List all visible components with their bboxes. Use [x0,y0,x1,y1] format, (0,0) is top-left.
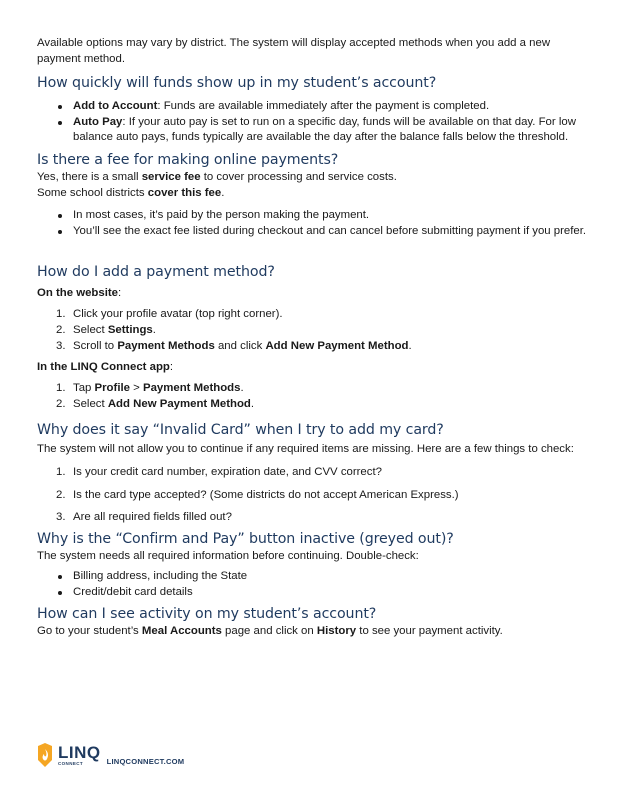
fee-text: Yes, there is a small service fee to cover processing and service costs. Some school districts cover this fee. [37,170,397,199]
list-item: Add to Account: Funds are available immediately after the payment is completed. [37,99,589,115]
footer [35,740,184,770]
faq-page [37,36,589,640]
list-item: In most cases, it’s paid by the person making the payment. [37,208,589,224]
activity-text: Go to your student’s Meal Accounts page and click on History to see your payment activity. [37,625,503,638]
list-item: You’ll see the exact fee listed during checkout and can cancel before submitting payment if you prefer. [37,224,589,240]
list-item: 3. Scroll to Payment Methods and click Add New Payment Method. [56,339,412,352]
logo-wordmark: LINQ CONNECT [58,742,101,766]
app-steps [37,381,589,412]
confirm-pay-heading: Why is the “Confirm and Pay” button inactive (greyed out)? [37,530,454,547]
linq-flame-logo-icon [35,742,55,768]
invalid-card-list [37,465,589,526]
confirm-pay-list [37,569,589,600]
list-item: Billing address, including the State [37,569,589,585]
fee-heading: Is there a fee for making online payments? [37,151,339,168]
website-label: On the website: [37,287,122,300]
invalid-card-text: The system will not allow you to continue if any required items are missing. Here are a few things to check: [37,443,574,456]
app-label: In the LINQ Connect app: [37,361,174,374]
intro-text: Available options may vary by district. The system will display accepted methods when you add a new payment method. [37,37,551,65]
funds-heading: How quickly will funds show up in my student’s account? [37,75,437,92]
confirm-pay-text: The system needs all required information before continuing. Double-check: [37,549,419,562]
fee-list [37,208,589,239]
list-item: 2. Is the card type accepted? (Some districts do not accept American Express.) [56,488,459,501]
website-steps [37,307,589,354]
site-url: LINQCONNECT.COM [106,756,185,766]
list-item: 2. Select Settings. [56,323,156,336]
list-item: 3. Are all required fields filled out? [56,511,232,524]
list-item: 1. Is your credit card number, expiration date, and CVV correct? [56,465,382,478]
invalid-card-heading: Why does it say “Invalid Card” when I try to add my card? [37,422,444,439]
list-item: 2. Select Add New Payment Method. [56,397,255,410]
add-method-heading: How do I add a payment method? [37,264,275,281]
funds-list [37,99,589,146]
list-item: 1. Click your profile avatar (top right corner). [56,308,283,321]
list-item: 1. Tap Profile > Payment Methods. [56,382,244,395]
activity-heading: How can I see activity on my student’s account? [37,606,377,623]
list-item: Credit/debit card details [37,585,589,601]
list-item: Auto Pay: If your auto pay is set to run on a specific day, funds will be available on that day. For low balance auto pays, funds typically are available the day after the balance falls below the threshold. [37,115,589,146]
